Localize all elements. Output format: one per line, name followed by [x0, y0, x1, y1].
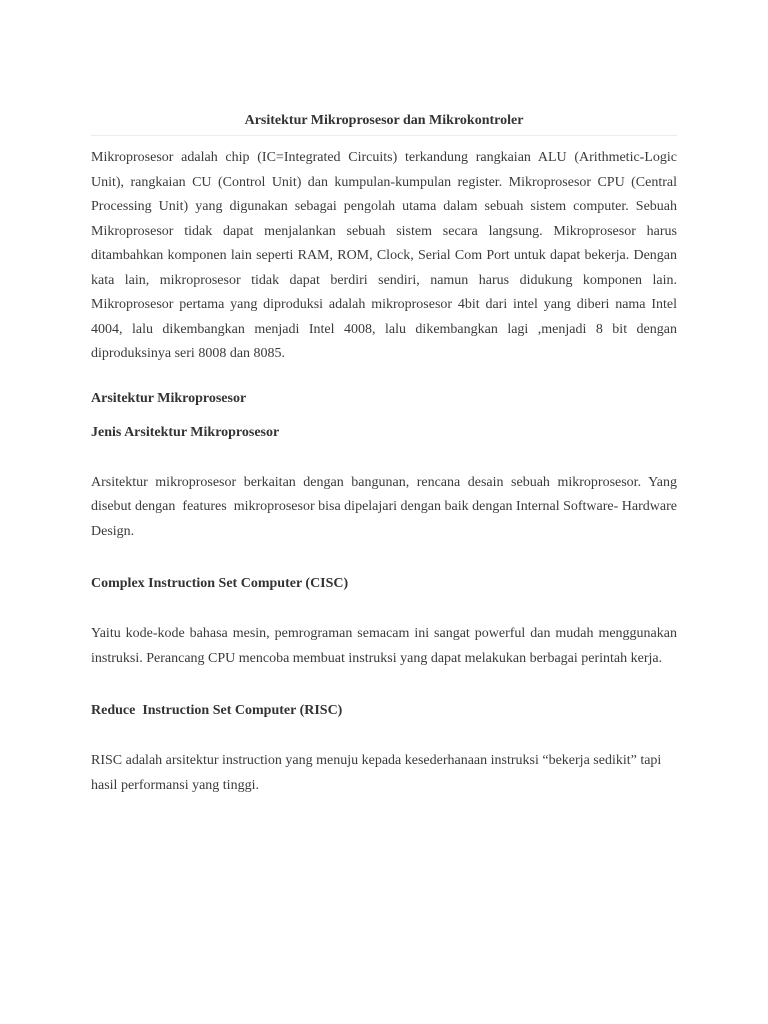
paragraph-risc: RISC adalah arsitektur instruction yang menuju kepada kesederhanaan instruksi “bekerja sedikit” tapi hasil performansi yang tinggi. [91, 753, 662, 793]
paragraph-cisc: Yaitu kode-kode bahasa mesin, pemrograman semacam ini sangat powerful dan mudah menggunakan instruksi. Perancang CPU mencoba membuat instruksi yang dapat melakukan berbagai perintah kerja. [91, 626, 677, 666]
document-title: Arsitektur Mikroprosesor dan Mikrokontroler [91, 111, 677, 136]
paragraph-jenis-arsitektur: Arsitektur mikroprosesor berkaitan dengan bangunan, rencana desain sebuah mikroprosesor. Yang disebut dengan features mikroprosesor bisa dipelajari dengan baik dengan Internal Software- Hardware Design. [91, 474, 681, 539]
heading-cisc: Complex Instruction Set Computer (CISC) [91, 576, 349, 591]
heading-risc: Reduce Instruction Set Computer (RISC) [91, 703, 343, 718]
heading-jenis-arsitektur: Jenis Arsitektur Mikroprosesor [91, 424, 280, 440]
intro-paragraph: Mikroprosesor adalah chip (IC=Integrated Circuits) terkandung rangkaian ALU (Arithmetic-Logic Unit), rangkaian CU (Control Unit) dan kumpulan-kumpulan register. Mikroprosesor CPU (Central Processing Unit) yang digunakan sebagai pengolah utama dalam sebuah sistem computer. Sebuah Mikroprosesor tidak dapat menjalankan sebuah sistem secara langsung. Mikroprosesor harus ditambahkan komponen lain seperti RAM, ROM, Clock, Serial Com Port untuk dapat bekerja. Dengan kata lain, mikroprosesor tidak dapat berdiri sendiri, namun harus didukung komponen lain. Mikroprosesor pertama yang diproduksi adalah mikroprosesor 4bit dari intel yang diberi nama Intel 4004, lalu dikembangkan menjadi Intel 4008, lalu dikembangkan lagi ,menjadi 8 bit dengan diproduksinya seri 8008 dan 8085. [91, 150, 677, 361]
heading-arsitektur-mikroprosesor: Arsitektur Mikroprosesor [91, 390, 247, 406]
document-content [91, 111, 681, 798]
